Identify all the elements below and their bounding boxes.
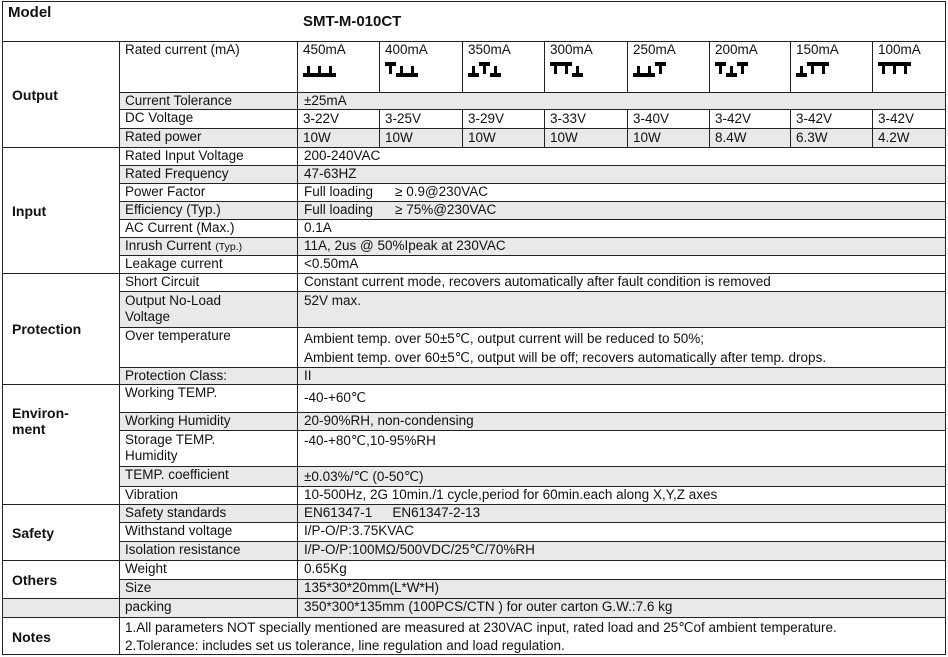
- vibration-value: 10-500Hz, 2G 10min./1 cycle,period for 60min.each along X,Y,Z axes: [297, 487, 945, 504]
- packing-value: 350*300*135mm (100PCS/CTN ) for outer carton G.W.:7.6 kg: [297, 599, 945, 617]
- input-row: [119, 255, 945, 273]
- working-temp-row: [119, 384, 945, 412]
- dip-switch-down-icon: [314, 62, 325, 78]
- input-label-text: Rated Frequency: [125, 166, 229, 181]
- current-label: 150mA: [796, 42, 839, 57]
- rated-power-value: 6.3W: [790, 129, 872, 147]
- standards-label: Safety standards: [119, 505, 297, 522]
- dc-voltage-value: 3-33V: [544, 110, 627, 128]
- model-value: SMT-M-010CT: [303, 13, 402, 30]
- rated-power-label: Rated power: [119, 129, 297, 147]
- input-label-text: Leakage current: [125, 256, 223, 271]
- over-temp-row: [119, 327, 945, 367]
- dip-switch-up-icon: [479, 62, 490, 78]
- section-environment-line-2: ment: [12, 421, 46, 437]
- current-cell: [709, 42, 790, 92]
- dip-switch-icon: [303, 60, 379, 80]
- dip-switch-up-icon: [878, 62, 889, 78]
- dip-switch-icon: [468, 60, 544, 80]
- rated-power-row: [119, 128, 945, 147]
- size-value: 135*30*20mm(L*W*H): [297, 580, 945, 598]
- dip-switch-up-icon: [818, 62, 829, 78]
- input-row: [119, 237, 945, 255]
- current-label: 250mA: [633, 42, 676, 57]
- dip-switch-up-icon: [385, 62, 396, 78]
- current-label: 100mA: [878, 42, 921, 57]
- current-cell: [790, 42, 872, 92]
- size-row: [119, 579, 945, 598]
- input-row: [119, 165, 945, 183]
- working-temp-value: -40-+60℃: [297, 385, 945, 412]
- storage-label: [119, 431, 297, 466]
- rated-power-value: 8.4W: [709, 129, 790, 147]
- rated-current-label: Rated current (mA): [119, 42, 297, 92]
- input-value-text: Full loading: [304, 184, 374, 199]
- input-value: [297, 184, 945, 201]
- over-temp-line-1: Ambient temp. over 50±5℃, output current will be reduced to 50%;: [304, 331, 705, 346]
- isolation-value: I/P-O/P:100MΩ/500VDC/25℃/70%RH: [297, 542, 945, 560]
- dip-switch-down-icon: [303, 62, 314, 78]
- dip-switch-icon: [385, 60, 462, 80]
- working-humidity-row: [119, 412, 945, 430]
- dc-voltage-row: [119, 109, 945, 128]
- dip-switch-down-icon: [490, 62, 501, 78]
- note-2: 2.Tolerance: includes set us tolerance, line regulation and load regulation.: [125, 638, 565, 653]
- current-cell: [627, 42, 709, 92]
- dc-voltage-value: 3-42V: [790, 110, 872, 128]
- input-row: [119, 183, 945, 201]
- tolerance-row: [119, 92, 945, 109]
- storage-row: [119, 430, 945, 466]
- dc-voltage-value: 3-42V: [709, 110, 790, 128]
- current-label: 400mA: [385, 42, 428, 57]
- withstand-label: Withstand voltage: [119, 523, 297, 541]
- size-label: Size: [119, 580, 297, 598]
- input-label-small: (Typ.): [215, 241, 243, 253]
- section-output: Output: [3, 41, 119, 147]
- tolerance-label: Current Tolerance: [119, 93, 297, 109]
- section-others: Others: [3, 560, 119, 598]
- storage-label-line-1: Storage TEMP.: [125, 432, 216, 447]
- over-temp-value: [297, 328, 945, 367]
- input-label-text: Inrush Current: [125, 238, 212, 253]
- section-input: Input: [3, 147, 119, 273]
- input-label: [119, 184, 297, 201]
- standards-value: [297, 505, 945, 522]
- weight-row: [119, 560, 945, 579]
- dip-switch-up-icon: [807, 62, 818, 78]
- input-row: [119, 219, 945, 237]
- dip-switch-down-icon: [633, 62, 644, 78]
- rated-power-value: 10W: [379, 129, 462, 147]
- dip-switch-icon: [796, 60, 872, 80]
- dip-switch-icon: [715, 60, 790, 80]
- input-label-text: AC Current (Max.): [125, 220, 235, 235]
- dip-switch-icon: [633, 60, 709, 80]
- model-label: Model: [8, 4, 52, 21]
- notes-text: [119, 618, 945, 655]
- dip-switch-down-icon: [796, 62, 807, 78]
- input-label: [119, 202, 297, 219]
- no-load-label: [119, 292, 297, 327]
- dip-switch-down-icon: [644, 62, 655, 78]
- short-circuit-row: [119, 273, 945, 291]
- input-label: [119, 148, 297, 165]
- working-temp-label: Working TEMP.: [119, 385, 297, 412]
- no-load-label-line-1: Output No-Load: [125, 293, 222, 308]
- rated-power-value: 10W: [297, 129, 379, 147]
- short-circuit-value: Constant current mode, recovers automatically after fault condition is removed: [297, 274, 945, 291]
- storage-label-line-2: Humidity: [125, 448, 178, 463]
- rated-current-row: [119, 41, 945, 92]
- over-temp-label: Over temperature: [119, 328, 297, 367]
- weight-label: Weight: [119, 561, 297, 579]
- current-label: 350mA: [468, 42, 511, 57]
- input-value: [297, 256, 945, 273]
- dip-switch-up-icon: [715, 62, 726, 78]
- dip-switch-down-icon: [468, 62, 479, 78]
- withstand-value: I/P-O/P:3.75KVAC: [297, 523, 945, 541]
- input-row: [119, 201, 945, 219]
- input-label: [119, 220, 297, 237]
- current-cell: [872, 42, 947, 92]
- rated-power-value: 4.2W: [872, 129, 947, 147]
- no-load-label-line-2: Voltage: [125, 309, 171, 324]
- dc-voltage-value: 3-22V: [297, 110, 379, 128]
- input-value: [297, 148, 945, 165]
- dc-voltage-value: 3-29V: [462, 110, 544, 128]
- dip-switch-up-icon: [900, 62, 911, 78]
- input-row: [119, 147, 945, 165]
- rated-power-value: 10W: [544, 129, 627, 147]
- isolation-row: [119, 541, 945, 560]
- current-label: 300mA: [550, 42, 593, 57]
- input-value: [297, 166, 945, 183]
- packing-label: packing: [119, 599, 297, 617]
- working-humidity-value: 20-90%RH, non-condensing: [297, 413, 945, 430]
- spec-table: [2, 1, 946, 655]
- standards-value-1: EN61347-1: [304, 505, 373, 520]
- input-value: [297, 220, 945, 237]
- no-load-value: 52V max.: [297, 292, 945, 327]
- dc-voltage-value: 3-25V: [379, 110, 462, 128]
- dip-switch-up-icon: [561, 62, 572, 78]
- input-value-detail: ≥ 75%@230VAC: [395, 202, 497, 217]
- protection-class-value: II: [297, 368, 945, 384]
- short-circuit-label: Short Circuit: [119, 274, 297, 291]
- no-load-row: [119, 291, 945, 327]
- section-notes: Notes: [12, 628, 51, 645]
- input-value: [297, 202, 945, 219]
- dip-switch-up-icon: [655, 62, 666, 78]
- rated-power-value: 10W: [627, 129, 709, 147]
- input-value-detail: ≥ 0.9@230VAC: [395, 184, 488, 199]
- input-label-text: Power Factor: [125, 184, 206, 199]
- protection-class-label: Protection Class:: [119, 368, 297, 384]
- dip-switch-down-icon: [396, 62, 407, 78]
- current-label: 200mA: [715, 42, 758, 57]
- vibration-label: Vibration: [119, 487, 297, 504]
- standards-row: [119, 504, 945, 522]
- section-safety: Safety: [3, 504, 119, 560]
- dip-switch-up-icon: [550, 62, 561, 78]
- dc-voltage-value: 3-40V: [627, 110, 709, 128]
- current-label: 450mA: [303, 42, 346, 57]
- input-label-text: Efficiency (Typ.): [125, 202, 221, 217]
- input-value: [297, 238, 945, 255]
- dip-switch-down-icon: [325, 62, 336, 78]
- dip-switch-down-icon: [726, 62, 737, 78]
- current-cell: [544, 42, 627, 92]
- section-environment-line-1: Environ-: [12, 405, 69, 421]
- section-environment: [3, 384, 119, 504]
- input-label-text: Rated Input Voltage: [125, 148, 244, 163]
- protection-class-row: [119, 367, 945, 384]
- notes-row: [3, 617, 945, 655]
- standards-value-2: EN61347-2-13: [392, 505, 481, 520]
- input-value-text: <0.50mA: [304, 256, 359, 271]
- rated-power-value: 10W: [462, 129, 544, 147]
- dip-switch-up-icon: [737, 62, 748, 78]
- weight-value: 0.65Kg: [297, 561, 945, 579]
- dip-switch-down-icon: [572, 62, 583, 78]
- over-temp-line-2: Ambient temp. over 60±5℃, output will be off; recovers automatically after temp. drops.: [304, 350, 827, 365]
- input-value-text: 47-63HZ: [304, 166, 357, 181]
- isolation-label: Isolation resistance: [119, 542, 297, 560]
- current-cell: [379, 42, 462, 92]
- input-value-text: 200-240VAC: [304, 148, 381, 163]
- dip-switch-down-icon: [407, 62, 418, 78]
- input-label: [119, 166, 297, 183]
- dip-switch-up-icon: [889, 62, 900, 78]
- withstand-row: [119, 522, 945, 541]
- input-value-text: 11A, 2us @ 50%Ipeak at 230VAC: [304, 238, 506, 253]
- coefficient-label: TEMP. coefficient: [119, 467, 297, 486]
- dip-switch-icon: [878, 60, 947, 80]
- dip-switch-icon: [550, 60, 627, 80]
- working-humidity-label: Working Humidity: [119, 413, 297, 430]
- storage-value: -40-+80℃,10-95%RH: [297, 431, 945, 466]
- current-cell: [462, 42, 544, 92]
- section-protection: Protection: [3, 273, 119, 384]
- packing-row: [3, 598, 945, 617]
- current-cell: [297, 42, 379, 92]
- note-1: 1.All parameters NOT specially mentioned are measured at 230VAC input, rated load and 25℃of ambient temperature.: [125, 620, 837, 635]
- coefficient-value: ±0.03%/℃ (0-50℃): [297, 467, 945, 486]
- coefficient-row: [119, 466, 945, 486]
- input-value-text: Full loading: [304, 202, 374, 217]
- vibration-row: [119, 486, 945, 504]
- tolerance-value: ±25mA: [297, 93, 945, 109]
- dc-voltage-label: DC Voltage: [119, 110, 297, 128]
- input-value-text: 0.1A: [304, 220, 332, 235]
- model-row: [3, 2, 945, 41]
- input-label: [119, 238, 297, 255]
- dc-voltage-value: 3-42V: [872, 110, 947, 128]
- input-label: [119, 256, 297, 273]
